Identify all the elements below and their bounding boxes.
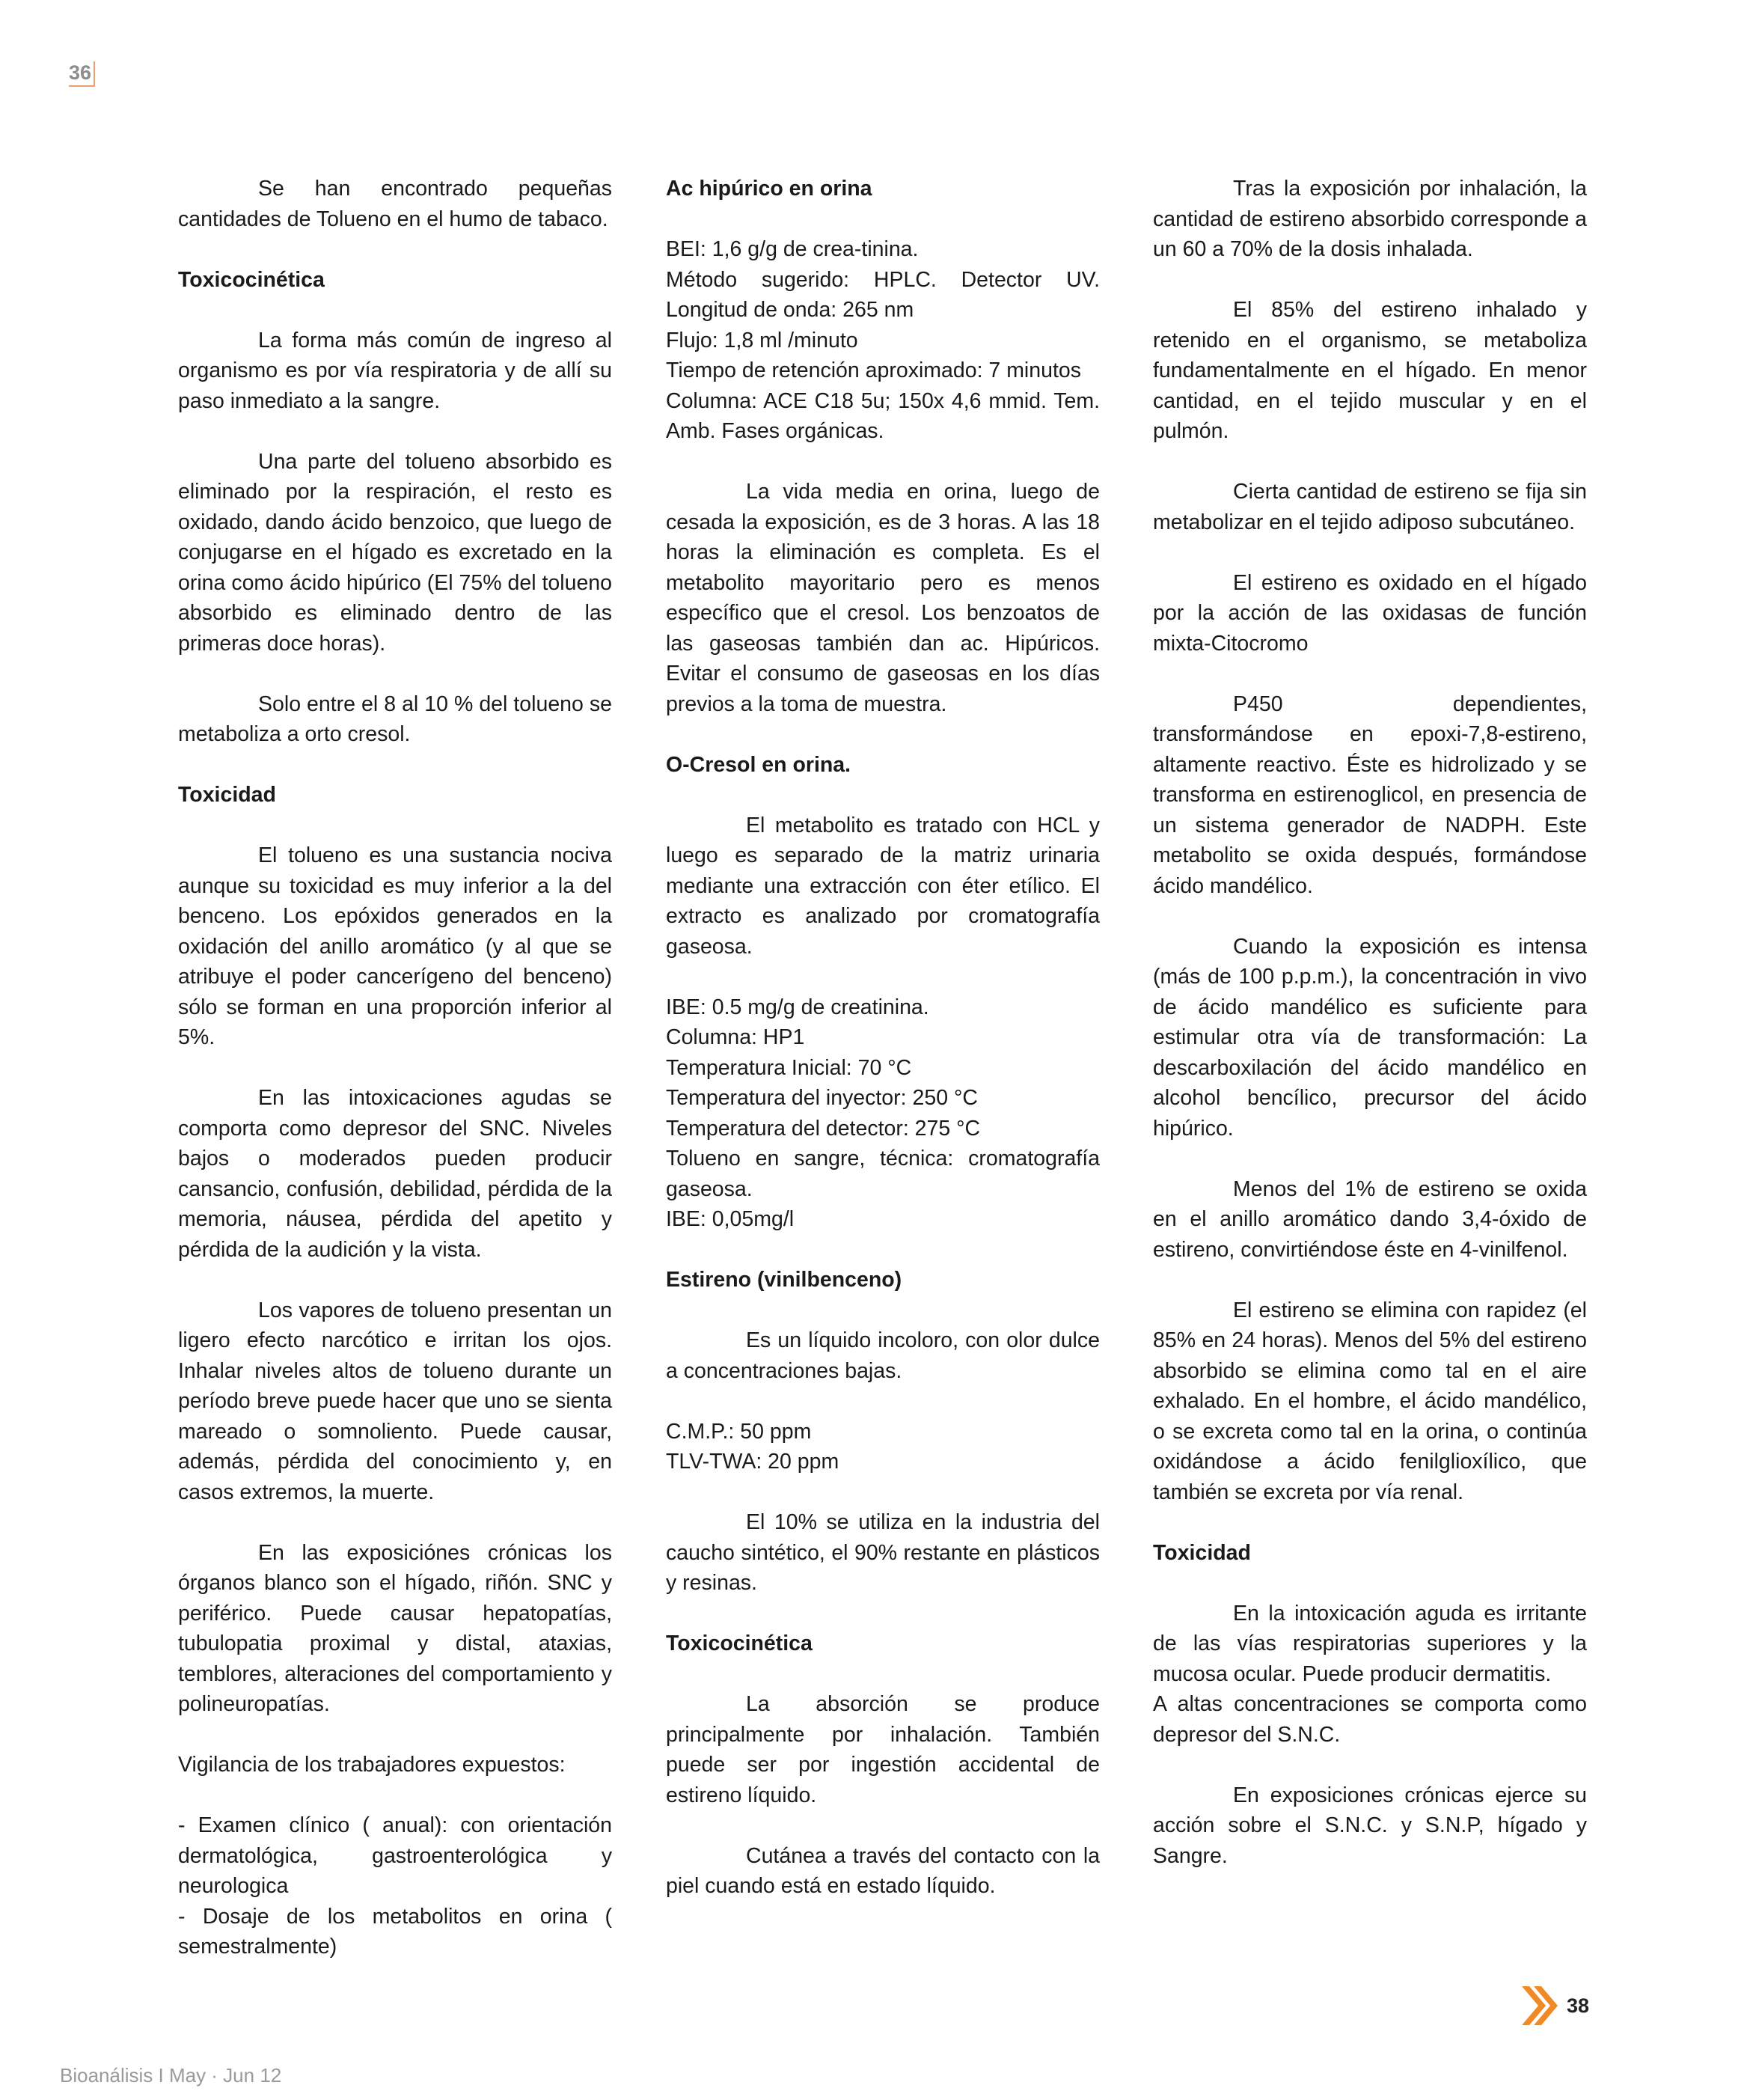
paragraph: Menos del 1% de estireno se oxida en el anillo aromático dando 3,4-óxido de estireno, convirtiéndose éste en 4-vinilfenol. [1153, 1176, 1587, 1262]
text-line: IBE: 0,05mg/l [666, 1207, 795, 1231]
text-line: Tiempo de retención aproximado: 7 minutos [666, 358, 1081, 382]
paragraph: La absorción se produce principalmente por inhalación. También puede ser por ingestión accidental de estireno líquido. [666, 1692, 1100, 1807]
paragraph: El estireno se elimina con rapidez (el 85% en 24 horas). Menos del 5% del estireno absorbido se elimina como tal en el aire exhalado. En el hombre, el ácido mandélico, o se excreta como tal en la orina, o continúa oxidándose a ácido fenilglioxílico, que también se excreta por vía renal. [1153, 1298, 1587, 1504]
paragraph: Cutánea a través del contacto con la piel cuando está en estado líquido. [666, 1843, 1100, 1898]
text-line: Flujo: 1,8 ml /minuto [666, 328, 858, 352]
paragraph: A altas concentraciones se comporta como depresor del S.N.C. [1153, 1692, 1587, 1747]
paragraph: La vida media en orina, luego de cesada la exposición, es de 3 horas. A las 18 horas la eliminación es completa. Es el metabolito mayoritario pero es menos específico que el cresol. Los benzoatos de las gaseosas también dan ac. Hipúricos. Evitar el consumo de gaseosas en los días previos a la toma de muestra. [666, 480, 1100, 716]
section-heading: O-Cresol en orina. [666, 752, 851, 777]
section-heading: Toxicidad [178, 783, 276, 807]
paragraph: El estireno es oxidado en el hígado por la acción de las oxidasas de función mixta-Citocromo [1153, 570, 1587, 656]
text-line: Temperatura del inyector: 250 °C [666, 1086, 978, 1110]
section-heading: Estireno (vinilbenceno) [666, 1268, 902, 1292]
paragraph: Tras la exposición por inhalación, la cantidad de estireno absorbido corresponde a un 60 a 70% de la dosis inhalada. [1153, 177, 1587, 261]
paragraph: Los vapores de tolueno presentan un ligero efecto narcótico e irritan los ojos. Inhalar niveles altos de tolueno durante un período breve puede hacer que uno se sienta mareado o somnoliento. Puede causar, además, pérdida del conocimiento y, en casos extremos, la muerte. [178, 1298, 612, 1504]
paragraph: Se han encontrado pequeñas cantidades de Tolueno en el humo de tabaco. [178, 177, 612, 231]
paragraph: El 85% del estireno inhalado y retenido en el organismo, se metaboliza fundamentalmente en el hígado. En menor cantidad, en el tejido muscular y en el pulmón. [1153, 298, 1587, 443]
paragraph: En las exposiciónes crónicas los órganos blanco son el hígado, riñón. SNC y periférico. Puede causar hepatopatías, tubulopatia proximal y distal, ataxias, temblores, alteraciones del comportamiento y polineuropatías. [178, 1540, 612, 1716]
text-line: C.M.P.: 50 ppm [666, 1419, 812, 1444]
paragraph: El 10% se utiliza en la industria del caucho sintético, el 90% restante en plásticos y resinas. [666, 1510, 1100, 1595]
text-line: Columna: HP1 [666, 1025, 805, 1049]
paragraph: En las intoxicaciones agudas se comporta como depresor del SNC. Niveles bajos o moderados pueden producir cansancio, confusión, debilidad, pérdida de la memoria, náusea, pérdida del apetito y pérdida de la audición y la vista. [178, 1086, 612, 1262]
paragraph: Cierta cantidad de estireno se fija sin metabolizar en el tejido adiposo subcutáneo. [1153, 480, 1587, 534]
text-line: Método sugerido: HPLC. Detector UV. Longitud de onda: 265 nm [666, 267, 1100, 322]
text-line: TLV-TWA: 20 ppm [666, 1450, 839, 1474]
paragraph: Cuando la exposición es intensa (más de 100 p.p.m.), la concentración in vivo de ácido mandélico es suficiente para estimular otra vía de transformación: La descarboxilación del ácido mandélico en alcohol bencílico, precursor del ácido hipúrico. [1153, 934, 1587, 1141]
list-item: - Examen clínico ( anual): con orientación dermatológica, gastroenterológica y neurologica [178, 1813, 612, 1898]
paragraph: En la intoxicación aguda es irritante de las vías respiratorias superiores y la mucosa ocular. Puede producir dermatitis. [1153, 1601, 1587, 1686]
section-heading: Ac hipúrico en orina [666, 177, 872, 201]
page-number-label: 38 [1567, 1994, 1590, 2017]
column-2 [666, 174, 1100, 1932]
paragraph: La forma más común de ingreso al organismo es por vía respiratoria y de allí su paso inmediato a la sangre. [178, 328, 612, 413]
paragraph: El metabolito es tratado con HCL y luego es separado de la matriz urinaria mediante una extracción con éter etílico. El extracto es analizado por cromatografía gaseosa. [666, 813, 1100, 959]
paragraph: Una parte del tolueno absorbido es eliminado por la respiración, el resto es oxidado, dando ácido benzoico, que luego de conjugarse en el hígado es excretado en la orina como ácido hipúrico (El 75% del tolueno absorbido es eliminado dentro de las primeras doce horas). [178, 449, 612, 656]
text-line: Temperatura del detector: 275 °C [666, 1116, 981, 1141]
section-heading: Toxicocinética [178, 267, 325, 292]
paragraph: Es un líquido incoloro, con olor dulce a concentraciones bajas. [666, 1328, 1100, 1383]
text-line: Columna: ACE C18 5u; 150x 4,6 mmid. Tem. Amb. Fases orgánicas. [666, 388, 1100, 443]
text-line: Temperatura Inicial: 70 °C [666, 1055, 912, 1080]
paragraph: El tolueno es una sustancia nociva aunque su toxicidad es muy inferior a la del benceno. Los epóxidos generados en la oxidación del anillo aromático (y al que se atribuye el poder cancerígeno del benceno) sólo se forman en una proporción inferior al 5%. [178, 843, 612, 1049]
list-item: - Dosaje de los metabolitos en orina ( semestralmente) [178, 1904, 612, 1959]
paragraph: En exposiciones crónicas ejerce su acción sobre el S.N.C. y S.N.P, hígado y Sangre. [1153, 1783, 1587, 1868]
column-1 [178, 174, 612, 1962]
paragraph: P450 dependientes, transformándose en epoxi-7,8-estireno, altamente reactivo. Éste es hidrolizado y se transforma en estirenoglicol, en presencia de un sistema generador de NADPH. Este metabolito se oxida después, formándose ácido mandélico. [1153, 692, 1587, 898]
paragraph: Vigilancia de los trabajadores expuestos: [178, 1753, 566, 1777]
text-line: BEI: 1,6 g/g de crea-tinina. [666, 237, 919, 261]
publication-footer: Bioanálisis I May · Jun 12 [60, 2064, 282, 2087]
text-line: Tolueno en sangre, técnica: cromatografía gaseosa. [666, 1147, 1100, 1201]
double-arrow-icon [1522, 1986, 1559, 2025]
column-3 [1153, 174, 1587, 1902]
text-line: IBE: 0.5 mg/g de creatinina. [666, 995, 929, 1019]
paragraph: Solo entre el 8 al 10 % del tolueno se metaboliza a orto cresol. [178, 692, 612, 746]
bottom-page-number [1522, 1986, 1589, 2025]
section-heading: Toxicidad [1153, 1540, 1251, 1565]
section-heading: Toxicocinética [666, 1632, 813, 1655]
top-page-number: 36 [69, 61, 95, 87]
